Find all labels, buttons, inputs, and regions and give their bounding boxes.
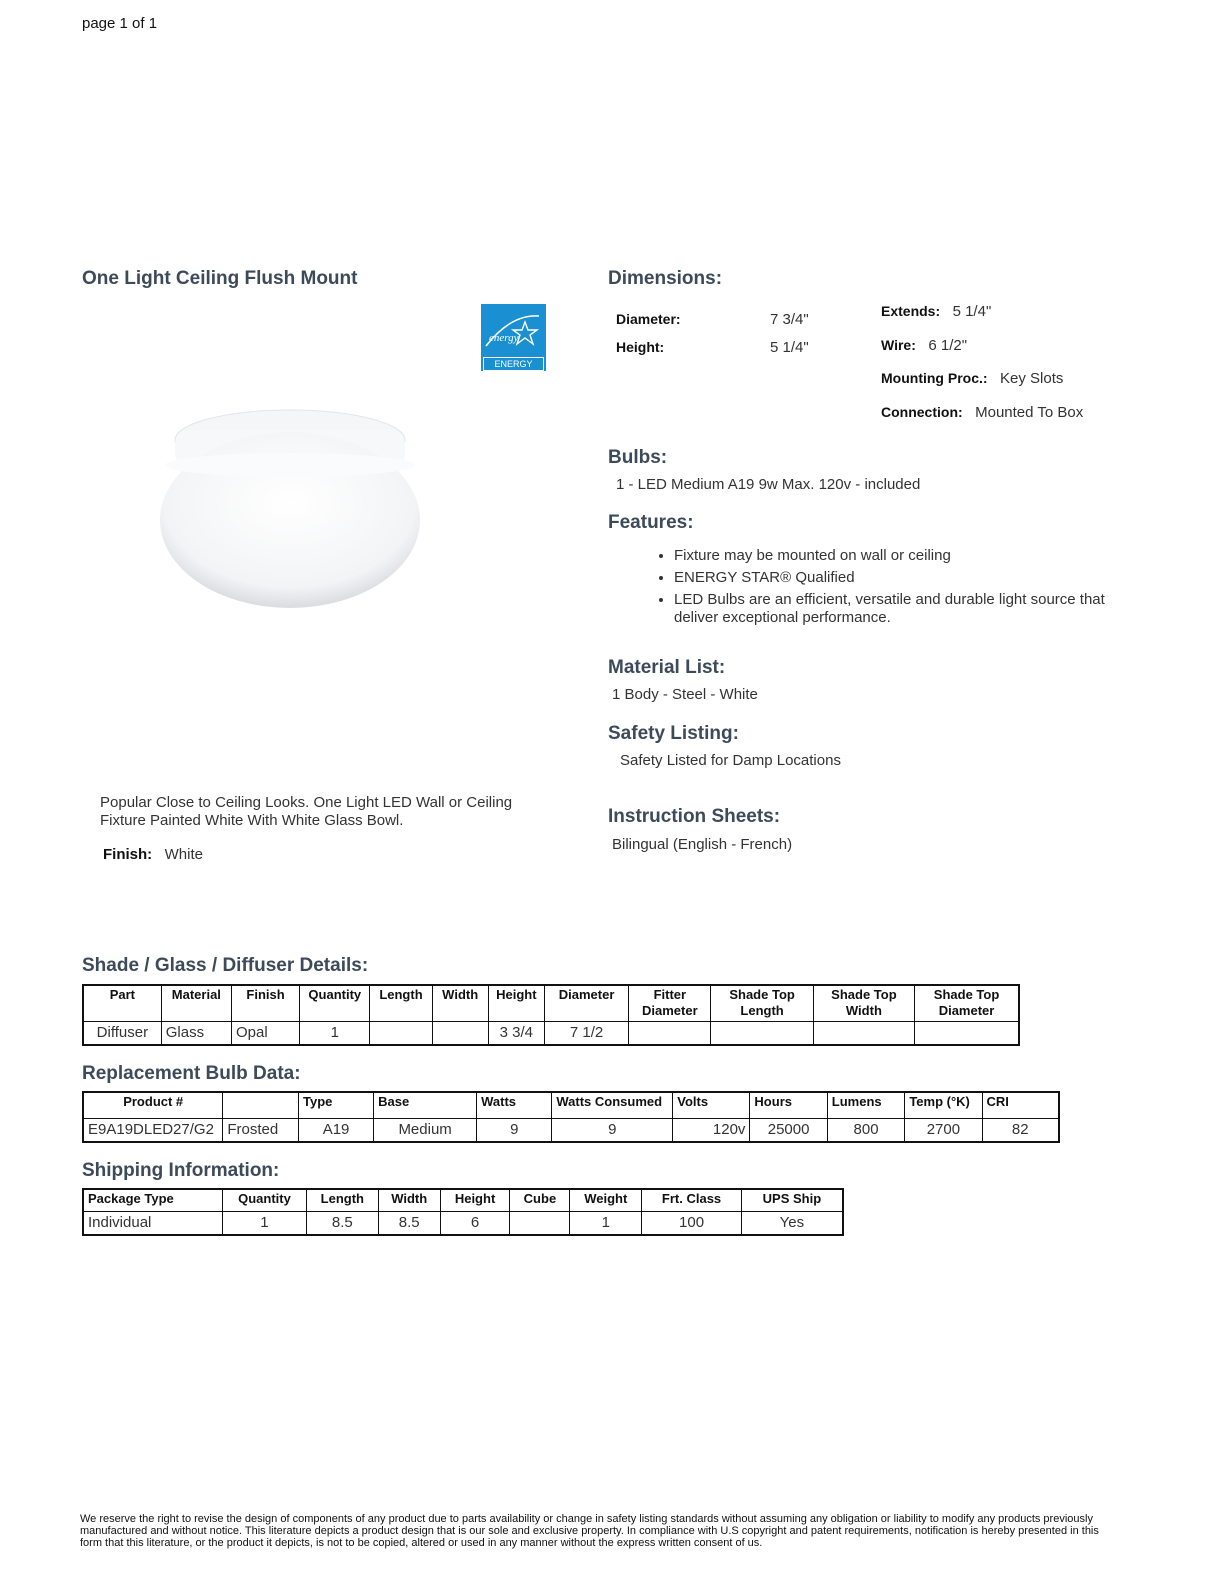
mounting-label: Mounting Proc.: — [881, 370, 988, 386]
col-length: Length — [306, 1189, 378, 1211]
bulb-data-table — [82, 1091, 1060, 1143]
height-label: Height: — [616, 339, 665, 355]
table-row — [83, 1118, 1059, 1142]
table-cell: 2700 — [905, 1118, 982, 1142]
col-height: Height — [488, 985, 544, 1021]
extends-label: Extends: — [881, 303, 941, 319]
wire-label: Wire: — [881, 337, 916, 353]
col-shade-top-length: Shade Top Length — [711, 985, 813, 1021]
table-cell: 1 — [570, 1211, 642, 1235]
table-row — [83, 1021, 1019, 1045]
col-shade-top-diameter: Shade Top Diameter — [915, 985, 1019, 1021]
finish — [103, 846, 203, 864]
table-cell: E9A19DLED27/G2 — [83, 1118, 223, 1142]
col-quantity: Quantity — [223, 1189, 307, 1211]
col-watts-consumed: Watts Consumed — [552, 1092, 673, 1118]
col-width: Width — [378, 1189, 440, 1211]
col-finish: Finish — [231, 985, 299, 1021]
instructions-text: Bilingual (English - French) — [612, 836, 793, 853]
col-length: Length — [370, 985, 432, 1021]
disclaimer: We reserve the right to revise the design of components of any product due to parts availability or change in safety listing standards without assuming any obligation or liability to modify any products previously manufactured and without notice. This literature depicts a product design that is our sole and exclusive property. In compliance with U.S copyright and patent requirements, notification is hereby presented in this form that this literature, or the product it depicts, is not to be copied, altered or used in any manner without the express written consent of us. — [80, 1513, 1099, 1549]
col-cri: CRI — [982, 1092, 1059, 1118]
col-package-type: Package Type — [83, 1189, 223, 1211]
col-shade-top-width: Shade Top Width — [813, 985, 914, 1021]
col-part: Part — [83, 985, 161, 1021]
energy-star-label: ENERGY STAR — [483, 357, 544, 371]
bulbs-heading: Bulbs: — [608, 447, 668, 468]
table-cell: A19 — [299, 1118, 374, 1142]
product-description: Popular Close to Ceiling Looks. One Light LED Wall or Ceiling Fixture Painted White With White Glass Bowl. — [100, 794, 513, 829]
page-number: page 1 of 1 — [82, 15, 158, 32]
instructions-heading: Instruction Sheets: — [608, 806, 781, 827]
col-hours: Hours — [750, 1092, 827, 1118]
dimensions-heading: Dimensions: — [608, 268, 723, 289]
mounting — [881, 370, 1063, 388]
table-cell: 8.5 — [378, 1211, 440, 1235]
table-cell: 100 — [642, 1211, 742, 1235]
table-cell: Diffuser — [83, 1021, 161, 1045]
bulbs-text: 1 - LED Medium A19 9w Max. 120v - included — [616, 476, 921, 493]
col-blank — [223, 1092, 299, 1118]
col-height: Height — [440, 1189, 510, 1211]
safety-heading: Safety Listing: — [608, 723, 739, 744]
col-ups-ship: UPS Ship — [741, 1189, 843, 1211]
table-row — [83, 1211, 843, 1235]
table-cell: 1 — [223, 1211, 307, 1235]
features-list — [654, 547, 1114, 631]
table-cell: Medium — [374, 1118, 477, 1142]
shade-table — [82, 984, 1020, 1046]
col-cube: Cube — [510, 1189, 570, 1211]
col-diameter: Diameter — [544, 985, 628, 1021]
diameter-label: Diameter: — [616, 311, 681, 327]
feature-item: • LED Bulbs are an efficient, versatile and durable light source that deliver exceptional performance. — [674, 591, 1114, 627]
safety-text: Safety Listed for Damp Locations — [620, 752, 841, 769]
table-cell — [711, 1021, 813, 1045]
col-frt-class: Frt. Class — [642, 1189, 742, 1211]
table-cell — [813, 1021, 914, 1045]
table-cell: 25000 — [750, 1118, 827, 1142]
connection-value: Mounted To Box — [975, 404, 1084, 421]
energy-star-icon — [481, 304, 546, 358]
col-fitter-diameter: Fitter Diameter — [629, 985, 711, 1021]
energy-script: energy — [489, 332, 519, 344]
table-cell: 9 — [552, 1118, 673, 1142]
table-cell: 800 — [827, 1118, 905, 1142]
table-cell — [432, 1021, 488, 1045]
connection-label: Connection: — [881, 404, 963, 420]
shade-heading: Shade / Glass / Diffuser Details: — [82, 955, 369, 976]
features-heading: Features: — [608, 512, 694, 533]
col-weight: Weight — [570, 1189, 642, 1211]
table-cell: 82 — [982, 1118, 1059, 1142]
connection — [881, 404, 1083, 422]
table-cell — [629, 1021, 711, 1045]
col-volts: Volts — [673, 1092, 750, 1118]
feature-item: • ENERGY STAR® Qualified — [674, 569, 1114, 587]
table-cell: 120v — [673, 1118, 750, 1142]
table-cell: Yes — [741, 1211, 843, 1235]
table-cell: 6 — [440, 1211, 510, 1235]
diameter-value: 7 3/4" — [770, 311, 809, 328]
mounting-value: Key Slots — [1000, 370, 1064, 387]
col-width: Width — [432, 985, 488, 1021]
col-type: Type — [299, 1092, 374, 1118]
col-watts: Watts — [477, 1092, 552, 1118]
feature-item: • Fixture may be mounted on wall or ceiling — [674, 547, 1114, 565]
table-cell: 1 — [300, 1021, 370, 1045]
table-cell: 9 — [477, 1118, 552, 1142]
col-product-number: Product # — [83, 1092, 223, 1118]
table-cell: Opal — [231, 1021, 299, 1045]
table-cell: 7 1/2 — [544, 1021, 628, 1045]
material-text: 1 Body - Steel - White — [612, 686, 758, 703]
col-base: Base — [374, 1092, 477, 1118]
extends — [881, 303, 991, 321]
height-value: 5 1/4" — [770, 339, 809, 356]
col-temp: Temp (°K) — [905, 1092, 982, 1118]
table-cell: Glass — [161, 1021, 231, 1045]
product-title: One Light Ceiling Flush Mount — [82, 268, 358, 289]
product-image — [150, 400, 430, 615]
finish-label: Finish: — [103, 846, 153, 863]
energy-star-badge — [481, 304, 546, 381]
material-heading: Material List: — [608, 657, 726, 678]
wire — [881, 337, 967, 355]
col-lumens: Lumens — [827, 1092, 905, 1118]
table-cell: Individual — [83, 1211, 223, 1235]
col-material: Material — [161, 985, 231, 1021]
bulb-data-heading: Replacement Bulb Data: — [82, 1063, 301, 1084]
table-cell: Frosted — [223, 1118, 299, 1142]
finish-value: White — [164, 846, 203, 863]
shipping-table — [82, 1188, 844, 1236]
table-cell — [915, 1021, 1019, 1045]
extends-value: 5 1/4" — [952, 303, 992, 320]
col-quantity: Quantity — [300, 985, 370, 1021]
table-cell: 3 3/4 — [488, 1021, 544, 1045]
shipping-heading: Shipping Information: — [82, 1160, 280, 1181]
wire-value: 6 1/2" — [928, 337, 968, 354]
table-cell: 8.5 — [306, 1211, 378, 1235]
table-cell — [370, 1021, 432, 1045]
table-cell — [510, 1211, 570, 1235]
